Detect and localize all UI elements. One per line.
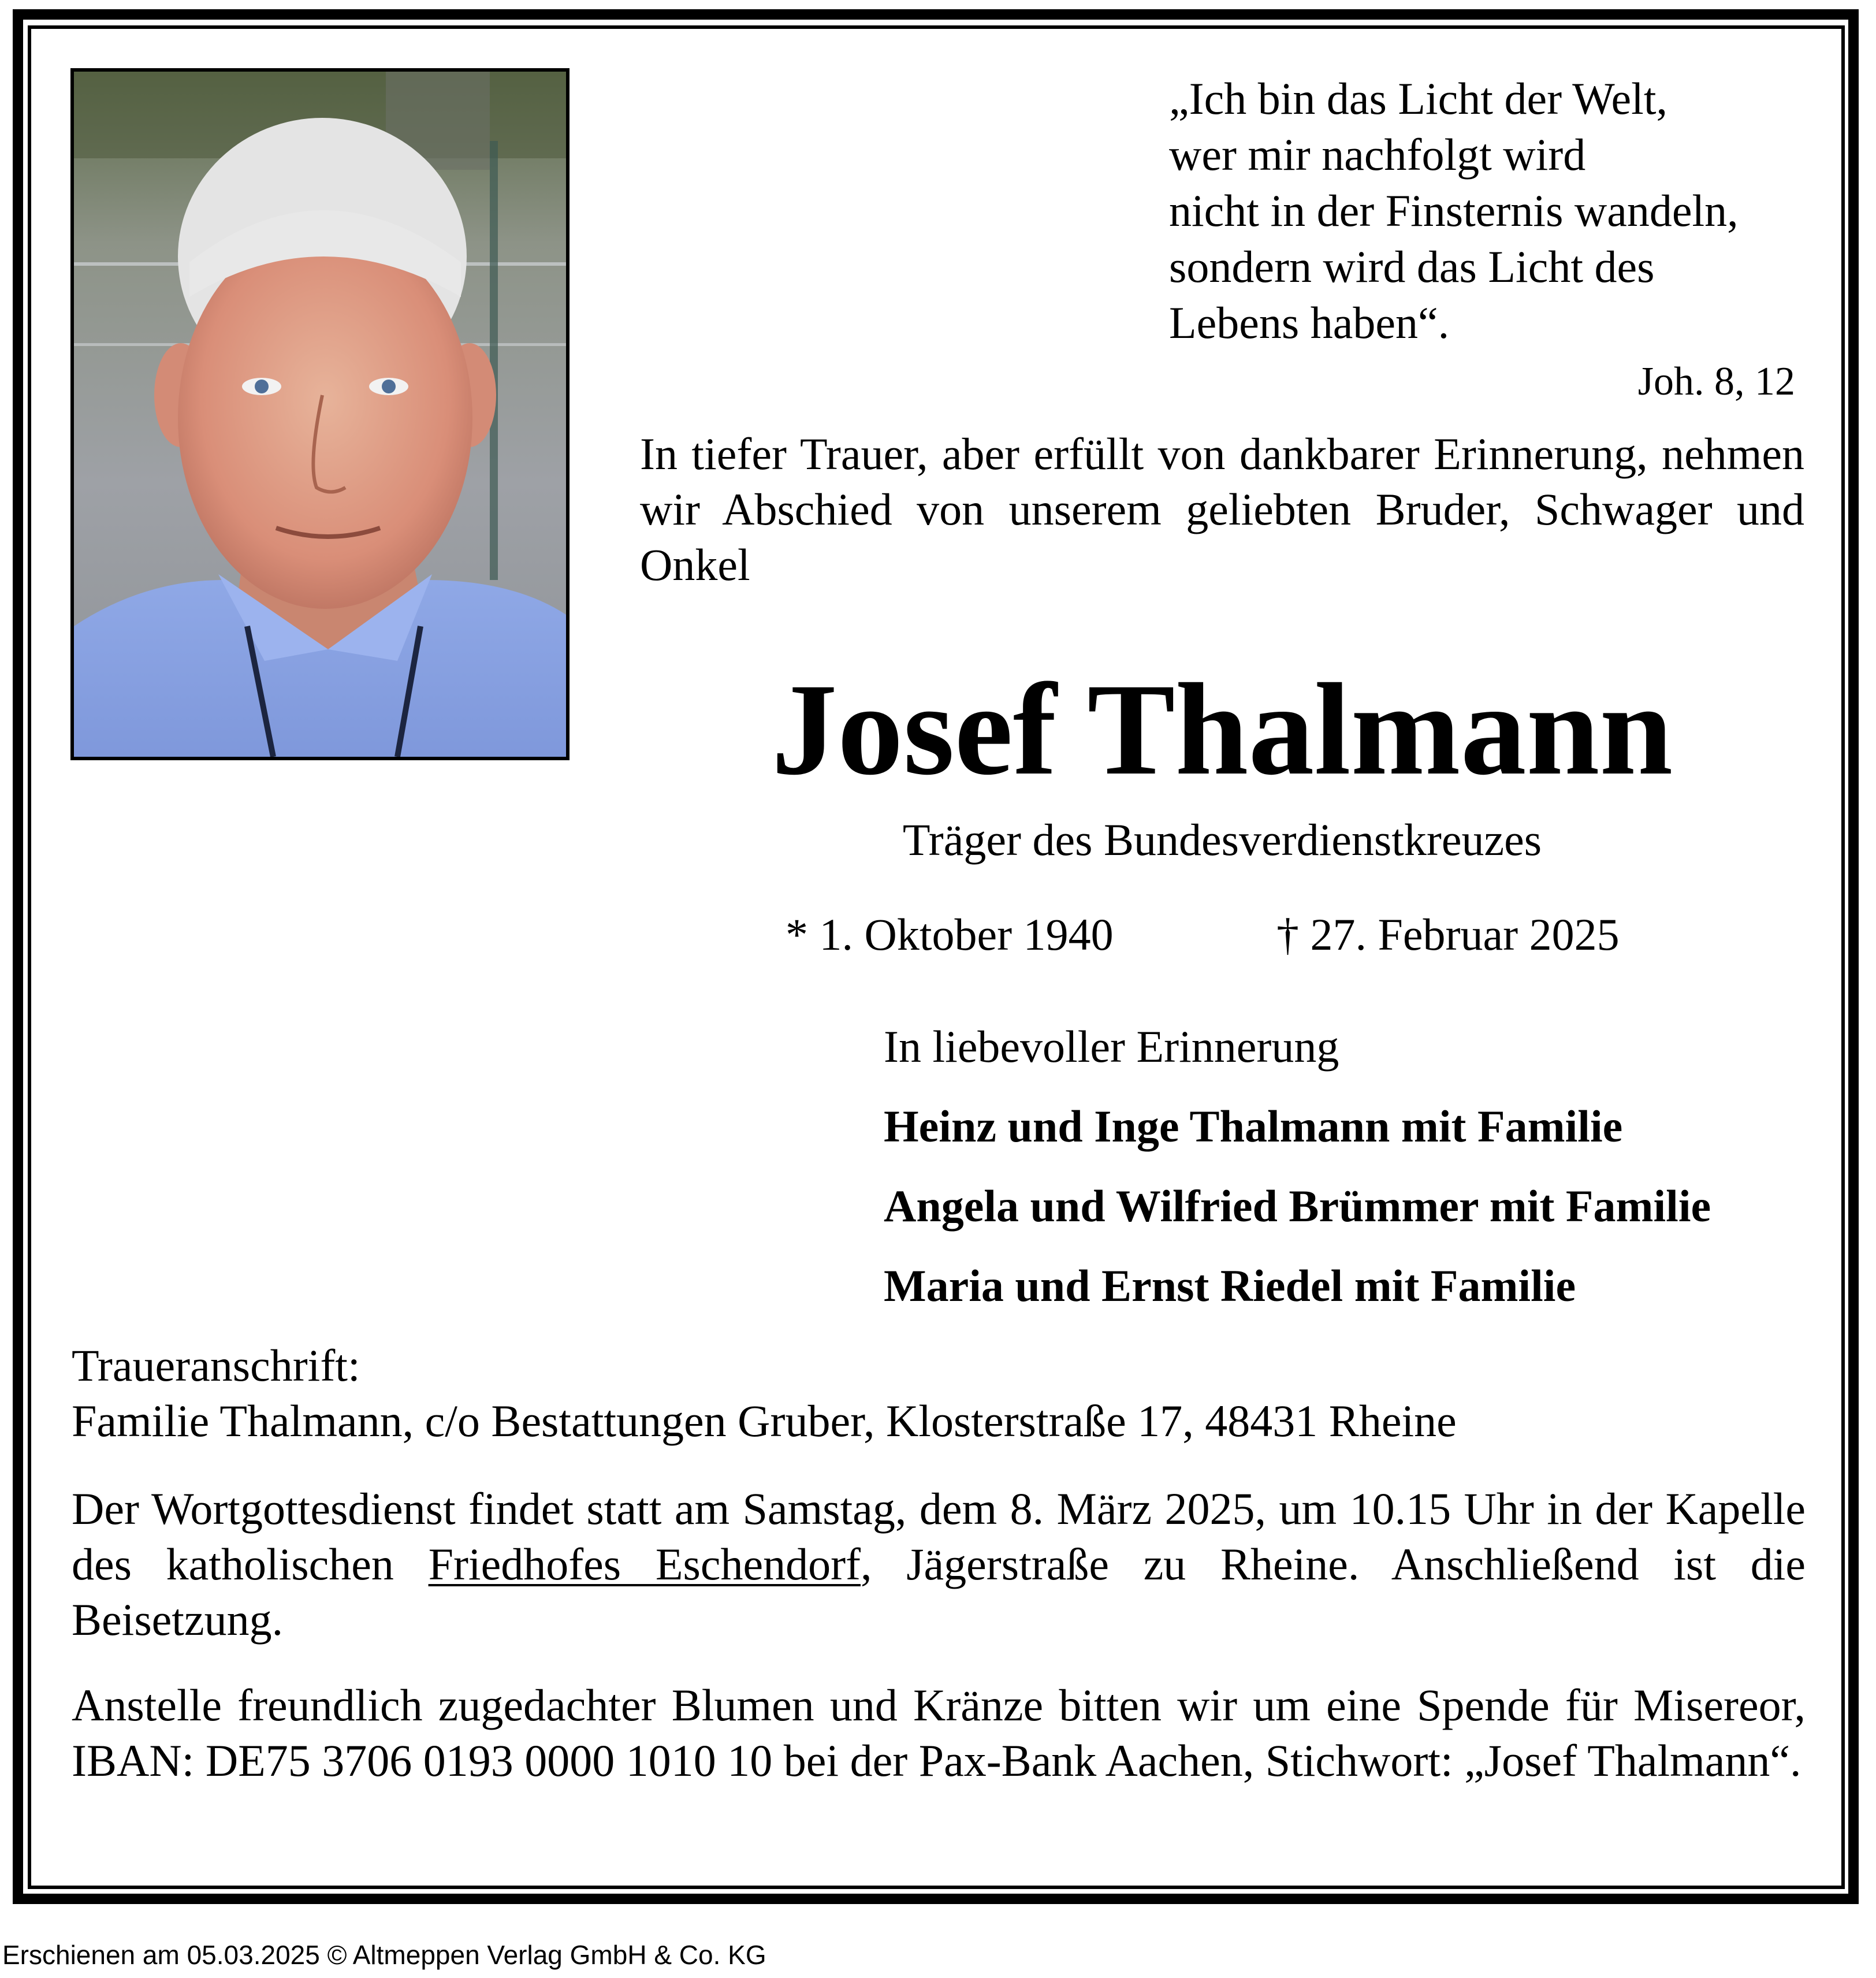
- cemetery-link[interactable]: Friedhofes Eschendorf: [428, 1539, 861, 1589]
- publication-footer: Erschienen am 05.03.2025 © Altmeppen Verlag GmbH & Co. KG: [2, 1940, 766, 1970]
- verse-line: Lebens haben“.: [1169, 298, 1450, 348]
- portrait-photo: [70, 68, 570, 760]
- mourner-family: Heinz und Inge Thalmann mit Familie: [884, 1101, 1623, 1151]
- verse-line: sondern wird das Licht des: [1169, 241, 1655, 292]
- death-date: † 27. Februar 2025: [1276, 909, 1620, 960]
- donation-notice: Anstelle freundlich zugedachter Blumen und Kränze bitten wir um eine Spende für Misereor, IBAN: DE75 3706 0193 0000 1010 10 bei der Pax-Bank Aachen, Stichwort: „Josef Thalmann“.: [72, 1680, 1806, 1786]
- service-text: Der Wortgottesdienst findet statt am Samstag, dem 8. März 2025, um 10.15 Uhr in der Kapelle des katholischen: [72, 1484, 1806, 1589]
- mourner-family: Maria und Ernst Riedel mit Familie: [884, 1261, 1576, 1311]
- service-notice: [72, 1481, 1806, 1648]
- mourning-intro: In tiefer Trauer, aber erfüllt von dankbarer Erinnerung, nehmen wir Abschied von unserem geliebten Bruder, Schwager und Onkel: [640, 429, 1804, 590]
- mourner-family: Angela und Wilfried Brümmer mit Familie: [884, 1181, 1711, 1231]
- condolence-address: [72, 1338, 1804, 1449]
- verse-line: wer mir nachfolgt wird: [1169, 129, 1586, 180]
- birth-date: * 1. Oktober 1940: [786, 909, 1114, 960]
- verse-reference: Joh. 8, 12: [1637, 359, 1795, 404]
- address-label: Traueranschrift:: [72, 1340, 360, 1390]
- mourners-intro: In liebevoller Erinnerung: [884, 1021, 1339, 1072]
- mourners-section: [884, 1018, 1819, 1337]
- bible-verse: [1169, 70, 1816, 351]
- deceased-title: Träger des Bundesverdienstkreuzes: [902, 815, 1542, 865]
- service-text-end: , Jägerstraße zu Rheine. Anschließend ist die Beisetzung.: [72, 1539, 1806, 1645]
- deceased-name: Josef Thalmann: [771, 657, 1673, 802]
- verse-line: „Ich bin das Licht der Welt,: [1169, 73, 1667, 124]
- verse-line: nicht in der Finsternis wandeln,: [1169, 185, 1739, 236]
- address-value: Familie Thalmann, c/o Bestattungen Gruber, Klosterstraße 17, 48431 Rheine: [72, 1396, 1457, 1446]
